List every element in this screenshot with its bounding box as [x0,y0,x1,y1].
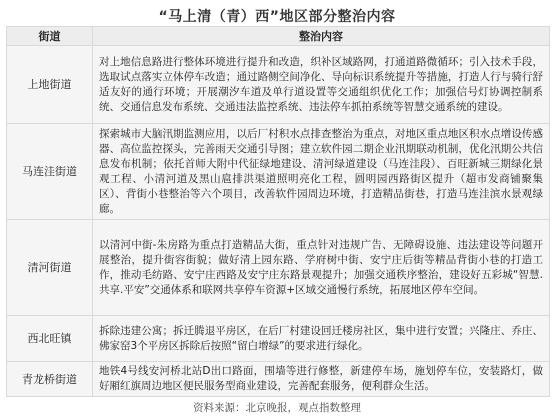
content-cell: 以清河中街-朱房路为重点打造精品大街，重点针对违规广告、无障碍设施、违法建设等问题开展整治，提升街容街貌；做好清上园东路、学府树中街、安宁庄后街等精品背街小巷的打造工作，推动毛纺路、安宁庄西路及安宁庄东路景观提升；加强交通秩序整治，建设好五彩城“智慧.共享.平安”交通体系和联网共享停车资源+区域交通慢行系统，拓展地区停车空间。 [93,220,550,316]
rectification-table [6,26,550,397]
table-title: “马上清（青）西”地区部分整治内容 [158,9,396,25]
content-cell: 拆除违建公寓；拆迁腾退平房区，在后厂村建设回迁楼房社区，集中进行安置；兴隆庄、乔庄、佛家窑3个平房区拆除后按照“留白增绿”的要求进行绿化。 [93,316,550,362]
content-cell: 地铁4号线安河桥北站D出口路面，围墙等进行修整，新建停车场，施划停车位，安装路灯，做好厢红旗周边地区便民服务型商业建设，完善配套服务，便利群众生活。 [93,362,550,397]
street-cell: 清河街道 [7,220,93,316]
header-street: 街道 [7,27,93,46]
table-row [7,362,550,397]
street-cell: 西北旺镇 [7,316,93,362]
source-note: 资料来源：北京晚报，观点指数整理 [193,402,361,414]
street-cell: 上地街道 [7,46,93,124]
table-header-row [7,27,550,46]
street-cell: 马连洼街道 [7,124,93,220]
header-content: 整治内容 [93,27,550,46]
content-cell: 探索城市大脑汛期监测应用，以后厂村积水点排查整治为重点，对地区重点地区积水点增设传感器、高位监控探头，完善雨天交通引导图；建立软件园二期企业汛期联动机制，优化汛期公共信息发布机制；依托首师大附中代征绿地建设、清河绿道建设（马连洼段）、百旺新城三期绿化景观工程、小清河道及黑山扈排洪渠道照明亮化工程，圆明园西路街区提升（超市发商铺聚集区）、背街小巷整治等六个项目，改善软件园周边环境，打造精品街巷，打造马连洼滨水景观绿廊。 [93,124,550,220]
table-row [7,124,550,220]
content-cell: 对上地信息路进行整体环境进行提升和改造，织补区域路网，打通道路微循环；引入技术手段，选取试点落实立体停车改造；通过路侧空间净化、导向标识系统提升等措施，打造人行与骑行舒适友好的通行环境；开展潮汐车道及单行道设置等交通组织优化工作；加强信号灯协调控制系统、交通信息发布系统、交通违法监控系统、违法停车抓拍系统等智慧交通系统的建设。 [93,46,550,124]
table-row [7,316,550,362]
table-row [7,220,550,316]
table-row [7,46,550,124]
street-cell: 青龙桥街道 [7,362,93,397]
